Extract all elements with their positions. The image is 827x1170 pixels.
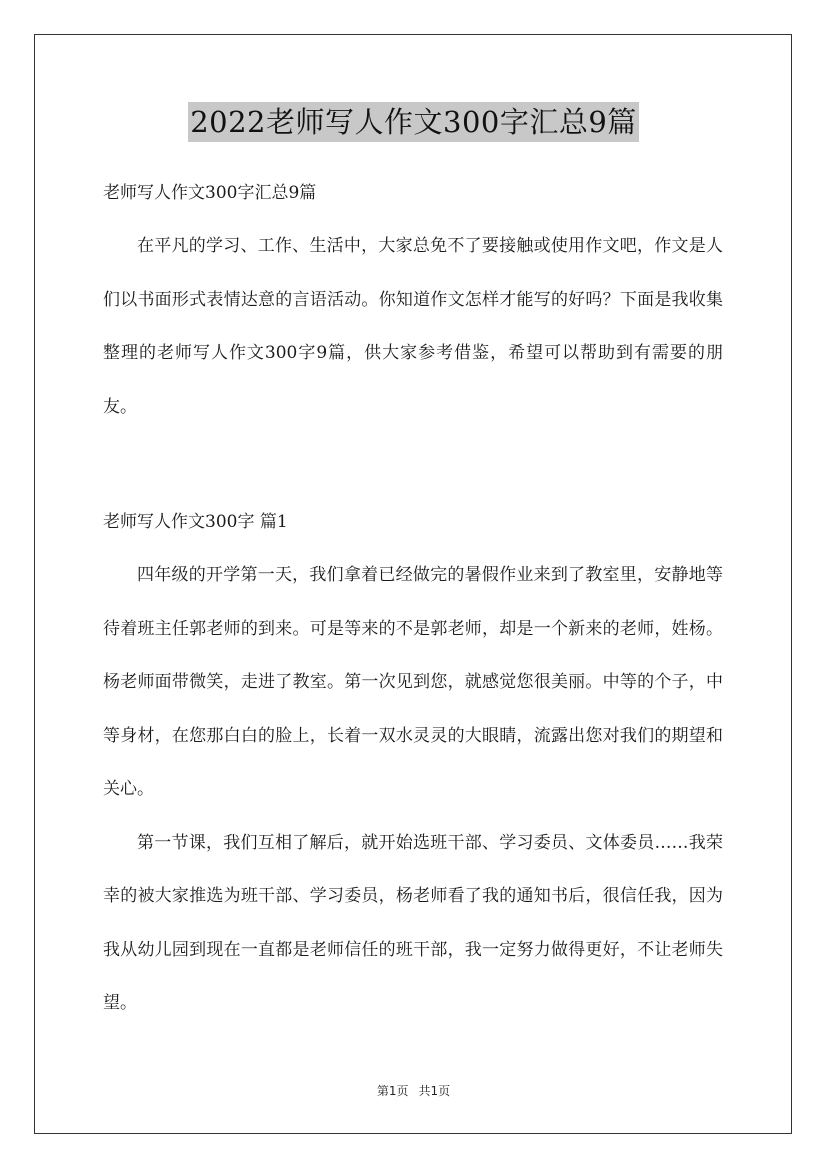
- document-subtitle: 老师写人作文300字汇总9篇: [103, 183, 317, 203]
- title-block: [0, 102, 827, 142]
- body-paragraph: 第一节课，我们互相了解后，就开始选班干部、学习委员、文体委员……我荣幸的被大家推选为班干部、学习委员，杨老师看了我的通知书后，很信任我，因为我从幼儿园到现在一直都是老师信任的班干部，我一定努力做得更好，不让老师失望。: [103, 832, 723, 1013]
- intro-paragraph: 在平凡的学习、工作、生活中，大家总免不了要接触或使用作文吧，作文是人们以书面形式表情达意的言语活动。你知道作文怎样才能写的好吗？下面是我收集整理的老师写人作文300字9篇，供大家参考借鉴，希望可以帮助到有需要的朋友。: [103, 236, 723, 417]
- document-title: 2022老师写人作文300字汇总9篇: [188, 102, 639, 142]
- document-body: [103, 178, 723, 1031]
- section-heading: 老师写人作文300字 篇1: [103, 512, 288, 532]
- page-total: 共1页: [418, 1084, 451, 1098]
- page-number: 第1页: [376, 1084, 409, 1098]
- essay-section: [103, 507, 723, 1031]
- body-paragraph: 四年级的开学第一天，我们拿着已经做完的暑假作业来到了教室里，安静地等待着班主任郭老师的到来。可是等来的不是郭老师，却是一个新来的老师，姓杨。杨老师面带微笑，走进了教室。第一次见到您，就感觉您很美丽。中等的个子，中等身材，在您那白白的脸上，长着一双水灵灵的大眼睛，流露出您对我们的期望和关心。: [103, 565, 723, 799]
- page-footer: [0, 1082, 827, 1099]
- section-body: [103, 549, 723, 1031]
